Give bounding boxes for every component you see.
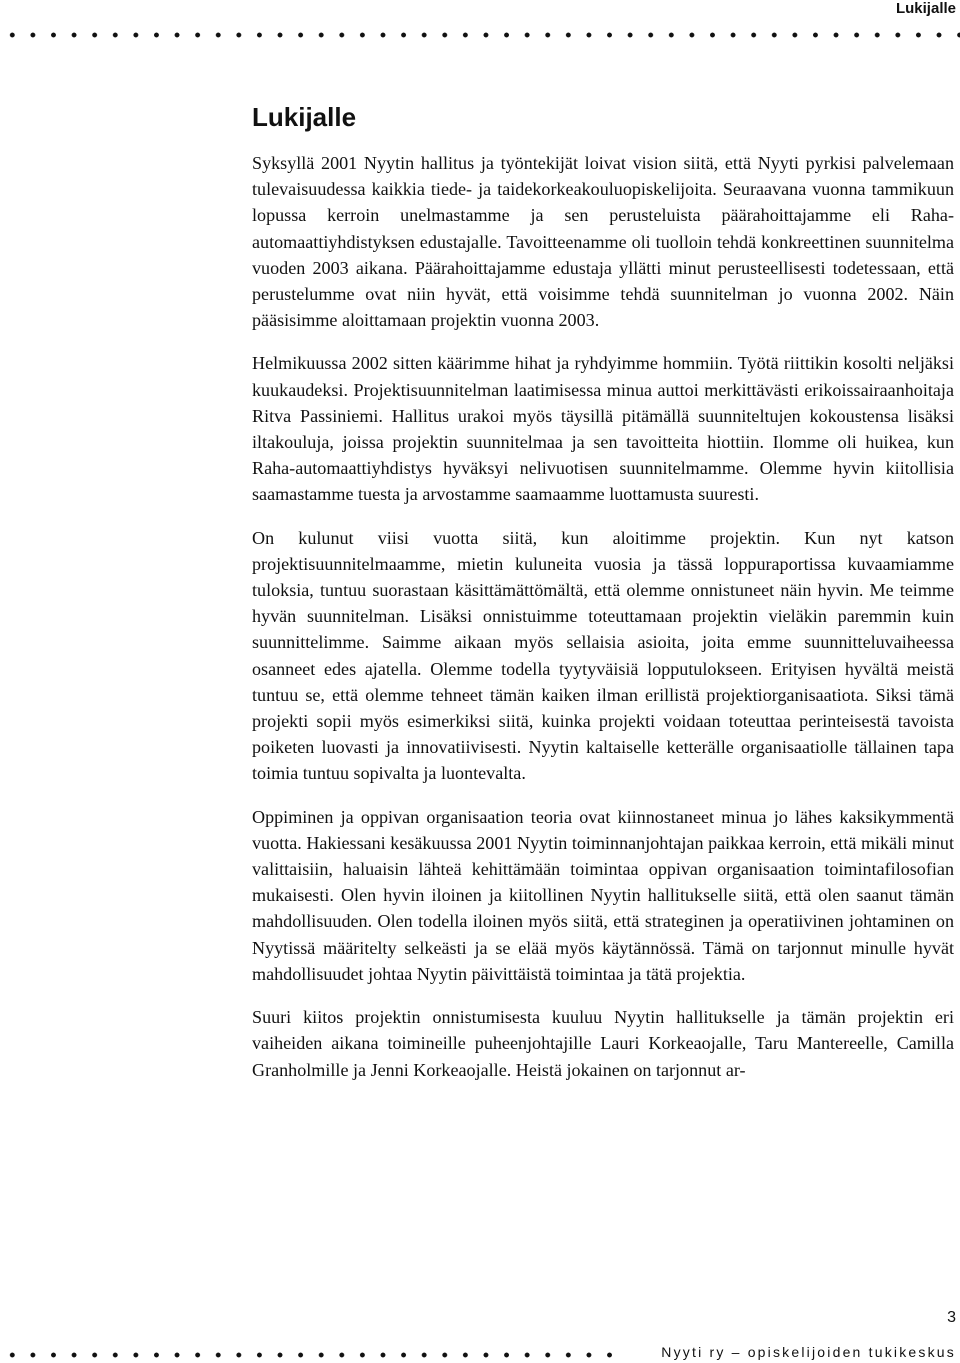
paragraph-5: Suuri kiitos projektin onnistumisesta kuuluu Nyytin hallitukselle ja tämän projektin eri vaiheiden aikana toimineille puheenjohtajille Lauri Korkeaojalle, Taru Mantereelle, Camilla Granholmille ja Jenni Korkeaojalle. Heistä jokainen on tarjonnut ar- [252,1007,954,1080]
paragraph-3: On kulunut viisi vuotta siitä, kun aloitimme projektin. Kun nyt katson projektisuunnitelmaamme, mietin kuluneita vuosia ja tässä loppuraportissa kuvaamiamme tuloksia, tuntuu suorastaan käsittämättömältä, että olemme onnistuneet näin hyvin. Me teimme hyvän suunnitelman. Lisäksi onnistuimme toteuttamaan projektin vieläkin paremmin kuin suunnittelimme. Saimme aikaan myös sellaisia asioita, joita emme suunnitteluvaiheessa osanneet edes ajatella. Olemme todella tyytyväisiä lopputulokseen. Erityisen hyvältä meistä tuntuu se, että olemme tehneet tämän kaiken ilman erillistä projektiorganisaatiota. Siksi tämä projekti sopii myös esimerkiksi siitä, kuinka projekti voidaan toteuttaa perinteisestä tavoista poiketen luovasti ja innovatiivisesti. Nyytin kaltaiselle ketterälle organisaatiolle tällainen tapa toimia tuntuu sopivalta ja luontevalta. [252,527,954,784]
page-number: 3 [947,1309,956,1326]
paragraph-2: Helmikuussa 2002 sitten käärimme hihat ja ryhdyimme hommiin. Työtä riittikin kosolti neljäksi kuukaudeksi. Projektisuunnitelman laatimisessa minua auttoi merkittävästi erikoissairaanhoitaja Ritva Passiniemi. Hallitus urakoi myös täysillä pitämällä suunniteltujen kokoustensa lisäksi iltakouluja, joissa projektin suunnitelmaa ja sen tavoitteita hiottiin. Ilomme oli huikea, kun Raha-automaattiyhdistys hyväksyi nelivuotisen suunnitelmamme. Olemme hyvin kiitollisia saamastamme tuesta ja arvostamme saamaamme luottamusta suuresti. [252,353,954,505]
running-head-title: Lukijalle [895,0,956,17]
page-title: Lukijalle [252,102,357,132]
footer-publisher: Nyyti ry – opiskelijoiden tukikeskus [661,1344,956,1360]
bottom-dotted-rule [2,1352,622,1358]
paragraph-4: Oppiminen ja oppivan organisaation teoria ovat kiinnostaneet minua jo lähes kaksikymmentä vuotta. Hakiessani kesäkuussa 2001 Nyytin toiminnanjohtajan paikkaa kerroin, että mikäli minut valittaisiin, haluaisin lähteä kehittämään toimintaa oppivan organisaation toimintafilosofian mukaisesti. Olen hyvin iloinen ja kiitollinen Nyytin hallitukselle siitä, että olen saanut tämän mahdollisuuden. Olen todella iloinen myös siitä, että strateginen ja operatiivinen johtaminen on Nyytissä määritelty selkeästi ja se elää myös käytännössä. Tämä on tarjonnut minulle hyvät mahdollisuudet johtaa Nyytin päivittäistä toimintaa ja tätä projektia. [252,806,954,984]
top-dotted-rule [2,32,960,38]
body-text [252,150,954,1100]
paragraph-1: Syksyllä 2001 Nyytin hallitus ja työntekijät loivat vision siitä, että Nyyti pyrkisi palvelemaan tulevaisuudessa kaikkia tiede- ja taidekorkeakouluopiskelijoita. Seuraavana vuonna tammikuun lopussa kerroin unelmastamme ja sen perusteluista päärahoittajamme eli Raha-automaattiyhdistyksen edustajalle. Tavoitteenamme oli tuolloin tehdä konkreettinen suunnitelma vuoden 2003 aikana. Päärahoittajamme edustaja yllätti minut perusteellisesti todetessaan, että perustelumme ovat niin hyvät, että voisimme tehdä suunnitelman jo vuonna 2002. Näin pääsisimme aloittamaan projektin vuonna 2003. [252,153,954,331]
